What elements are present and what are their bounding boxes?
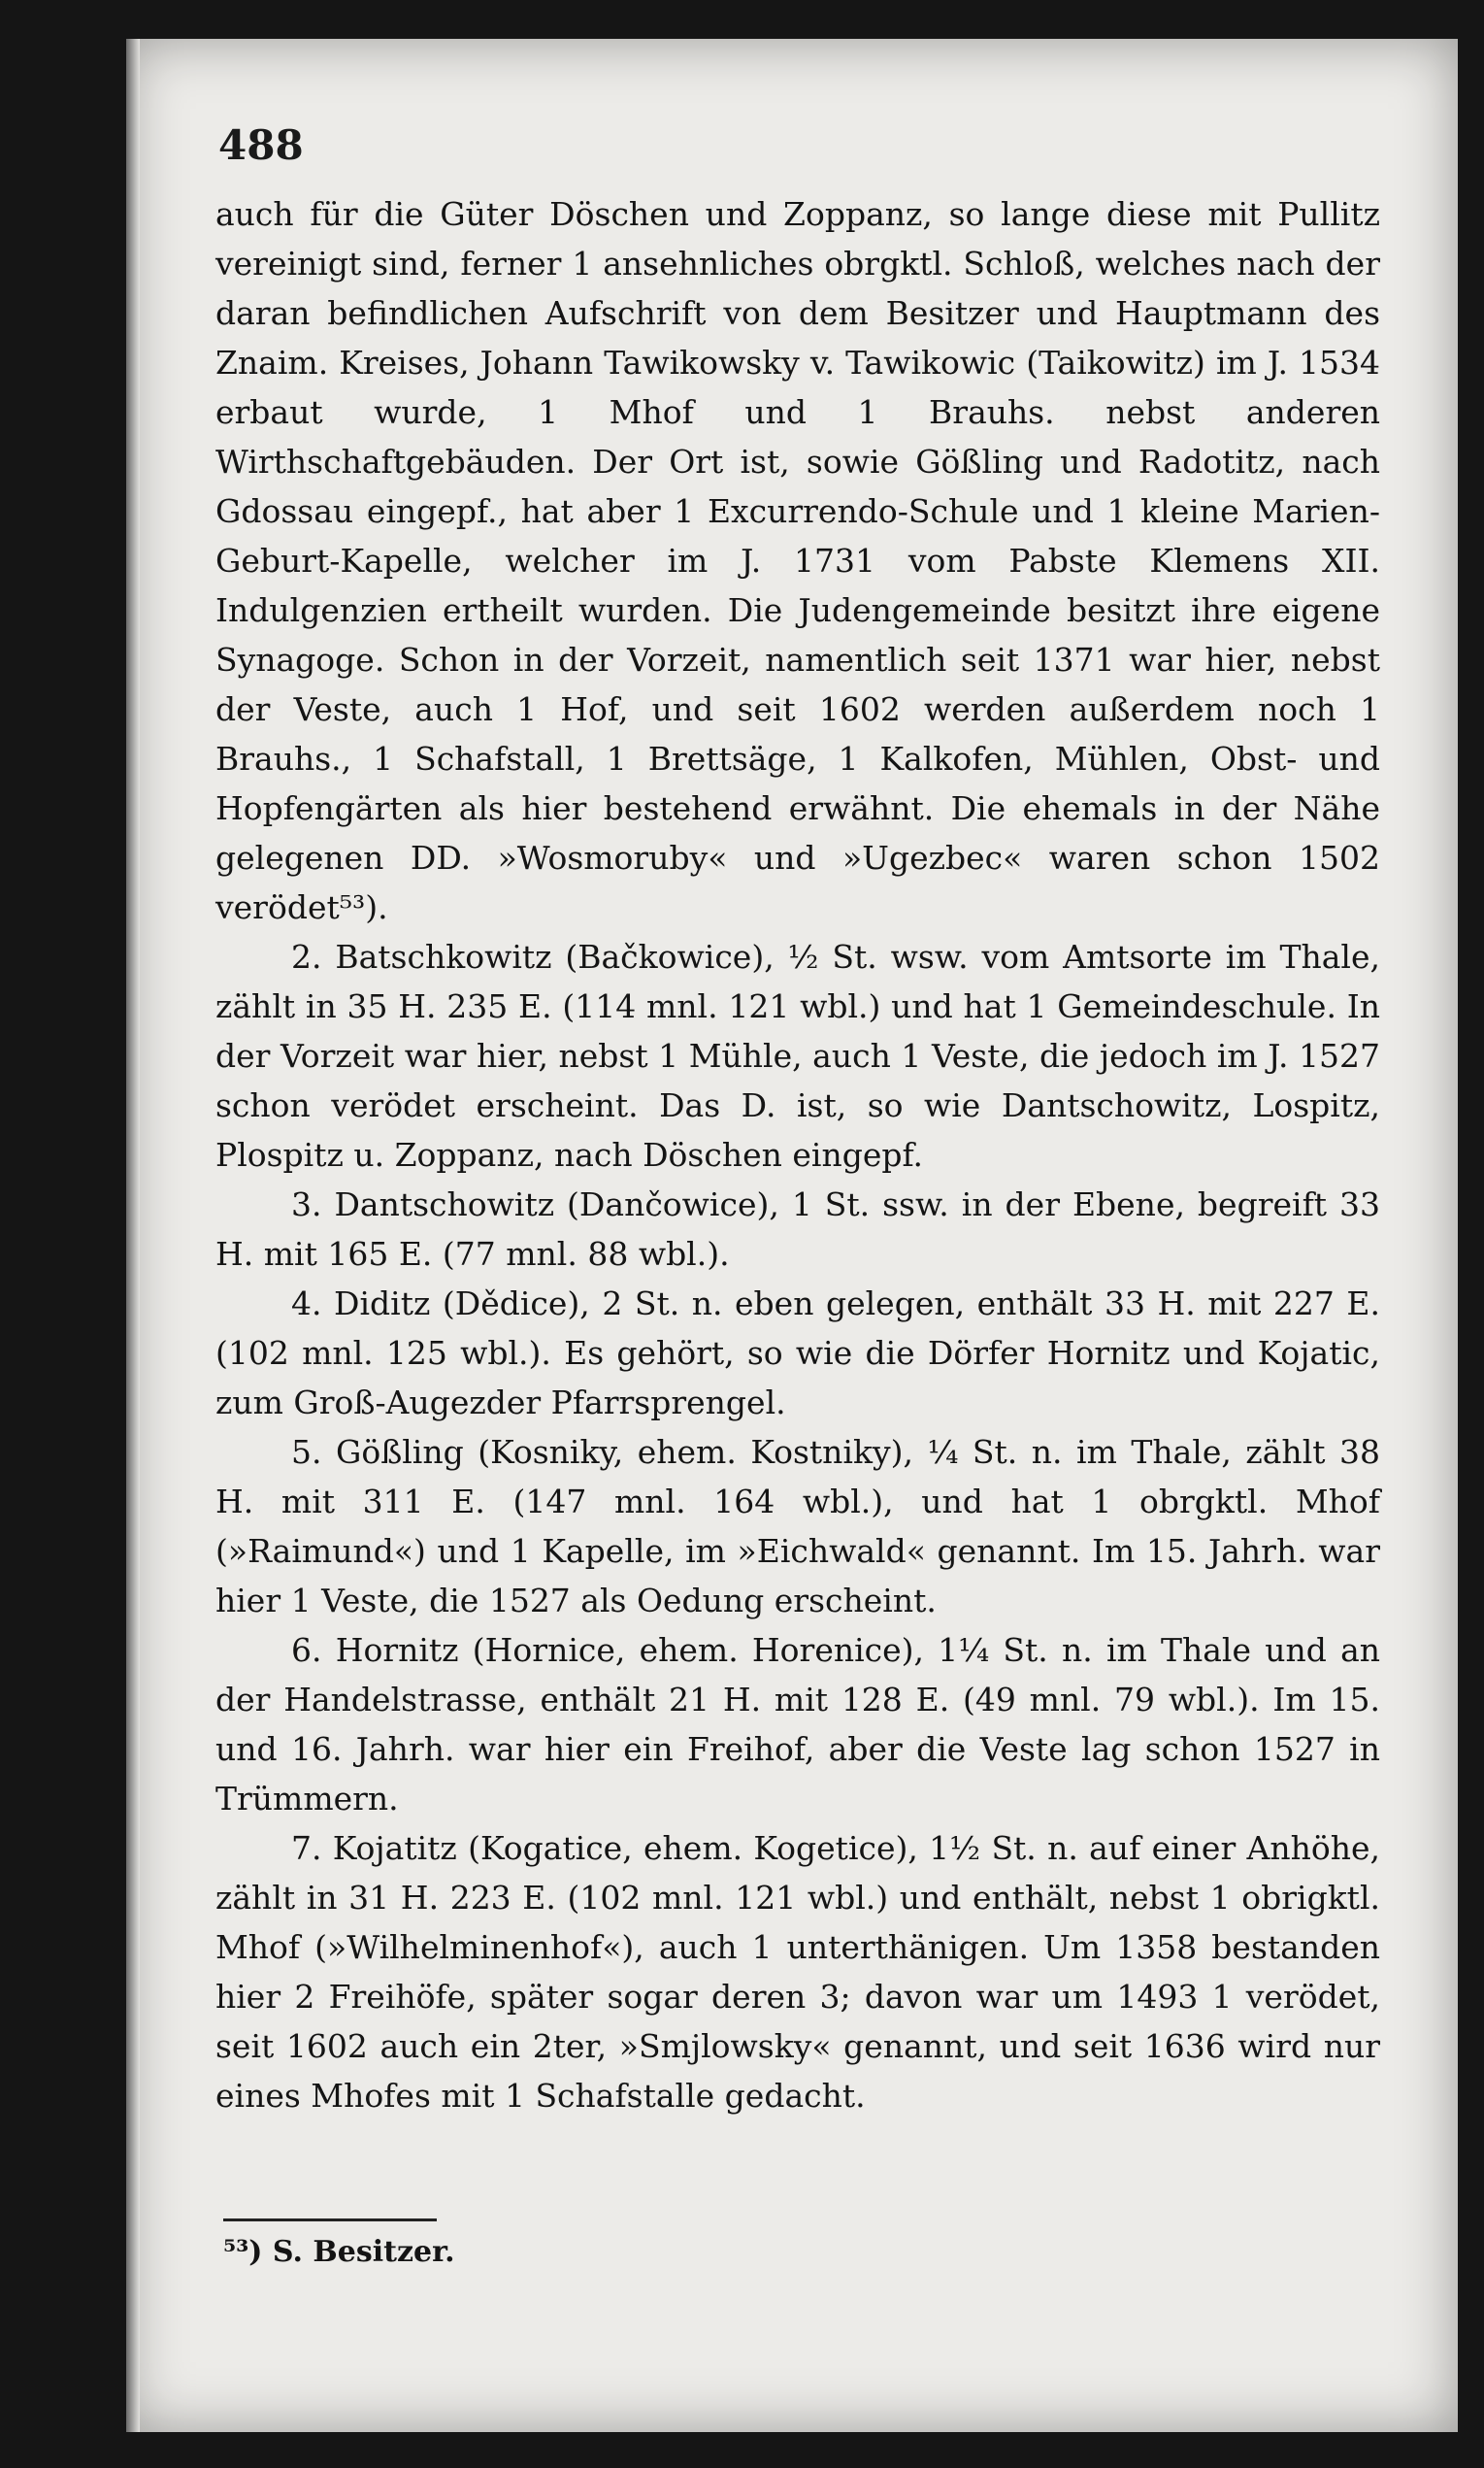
entry-kojatitz: 7. Kojatitz (Kogatice, ehem. Kogetice), 1½ St. n. auf einer Anhöhe, zählt in 31 H. 223 E. (102 mnl. 121 wbl.) und enthält, nebst 1 obrigktl. Mhof (»Wilhelminenhof«), auch 1 unterthänigen. Um 1358 bestanden hier 2 Freihöfe, später sogar deren 3; davon war um 1493 1 verödet, seit 1602 auch ein 2ter, »Smjlowsky« genannt, und seit 1636 wird nur eines Mhofes mit 1 Schafstalle gedacht.: [215, 1829, 1380, 2115]
entry-batschkowitz: 2. Batschkowitz (Bačkowice), ½ St. wsw. vom Amtsorte im Thale, zählt in 35 H. 235 E. (114 mnl. 121 wbl.) und hat 1 Gemeindeschule. In der Vorzeit war hier, nebst 1 Mühle, auch 1 Veste, die jedoch im J. 1527 schon verödet erscheint. Das D. ist, so wie Dantschowitz, Lospitz, Plospitz u. Zoppanz, nach Döschen eingepf.: [215, 938, 1380, 1174]
paragraph-continuation: auch für die Güter Döschen und Zoppanz, so lange diese mit Pullitz vereinigt sind, ferner 1 ansehnliches obrgktl. Schloß, welches nach der daran befindlichen Aufschrift von dem Besitzer und Hauptmann des Znaim. Kreises, Johann Tawikowsky v. Tawikowic (Taikowitz) im J. 1534 erbaut wurde, 1 Mhof und 1 Brauhs. nebst anderen Wirthschaftgebäuden. Der Ort ist, sowie Gößling und Radotitz, nach Gdossau eingepf., hat aber 1 Excurrendo-Schule und 1 kleine Marien-Geburt-Kapelle, welcher im J. 1731 vom Pabste Klemens XII. Indulgenzien ertheilt wurden. Die Judengemeinde besitzt ihre eigene Synagoge. Schon in der Vorzeit, namentlich seit 1371 war hier, nebst der Veste, auch 1 Hof, und seit 1602 werden außerdem noch 1 Brauhs., 1 Schafstall, 1 Brettsäge, 1 Kalkofen, Mühlen, Obst- und Hopfengärten als hier bestehend erwähnt. Die ehemals in der Nähe gelegenen DD. »Wosmoruby« und »Ugezbec« waren schon 1502 verödet⁵³).: [215, 195, 1380, 926]
footnote-divider: [223, 2218, 437, 2221]
book-page: [126, 39, 1458, 2432]
footnote: ⁵³) S. Besitzer.: [223, 2235, 455, 2269]
entry-diditz: 4. Diditz (Dědice), 2 St. n. eben gelegen, enthält 33 H. mit 227 E. (102 mnl. 125 wbl.). Es gehört, so wie die Dörfer Hornitz und Kojatic, zum Groß-Augezder Pfarrsprengel.: [215, 1284, 1380, 1421]
entry-goessling: 5. Gößling (Kosniky, ehem. Kostniky), ¼ St. n. im Thale, zählt 38 H. mit 311 E. (147 mnl. 164 wbl.), und hat 1 obrgktl. Mhof (»Raimund«) und 1 Kapelle, im »Eichwald« genannt. Im 15. Jahrh. war hier 1 Veste, die 1527 als Oedung erscheint.: [215, 1433, 1380, 1619]
entry-hornitz: 6. Hornitz (Hornice, ehem. Horenice), 1¼ St. n. im Thale und an der Handelstrasse, enthält 21 H. mit 128 E. (49 mnl. 79 wbl.). Im 15. und 16. Jahrh. war hier ein Freihof, aber die Veste lag schon 1527 in Trümmern.: [215, 1631, 1380, 1818]
page-spine-shadow: [126, 39, 140, 2432]
page-number: 488: [218, 121, 304, 169]
entry-dantschowitz: 3. Dantschowitz (Dančowice), 1 St. ssw. in der Ebene, begreift 33 H. mit 165 E. (77 mnl. 88 wbl.).: [215, 1185, 1380, 1273]
body-text: [215, 189, 1380, 2120]
